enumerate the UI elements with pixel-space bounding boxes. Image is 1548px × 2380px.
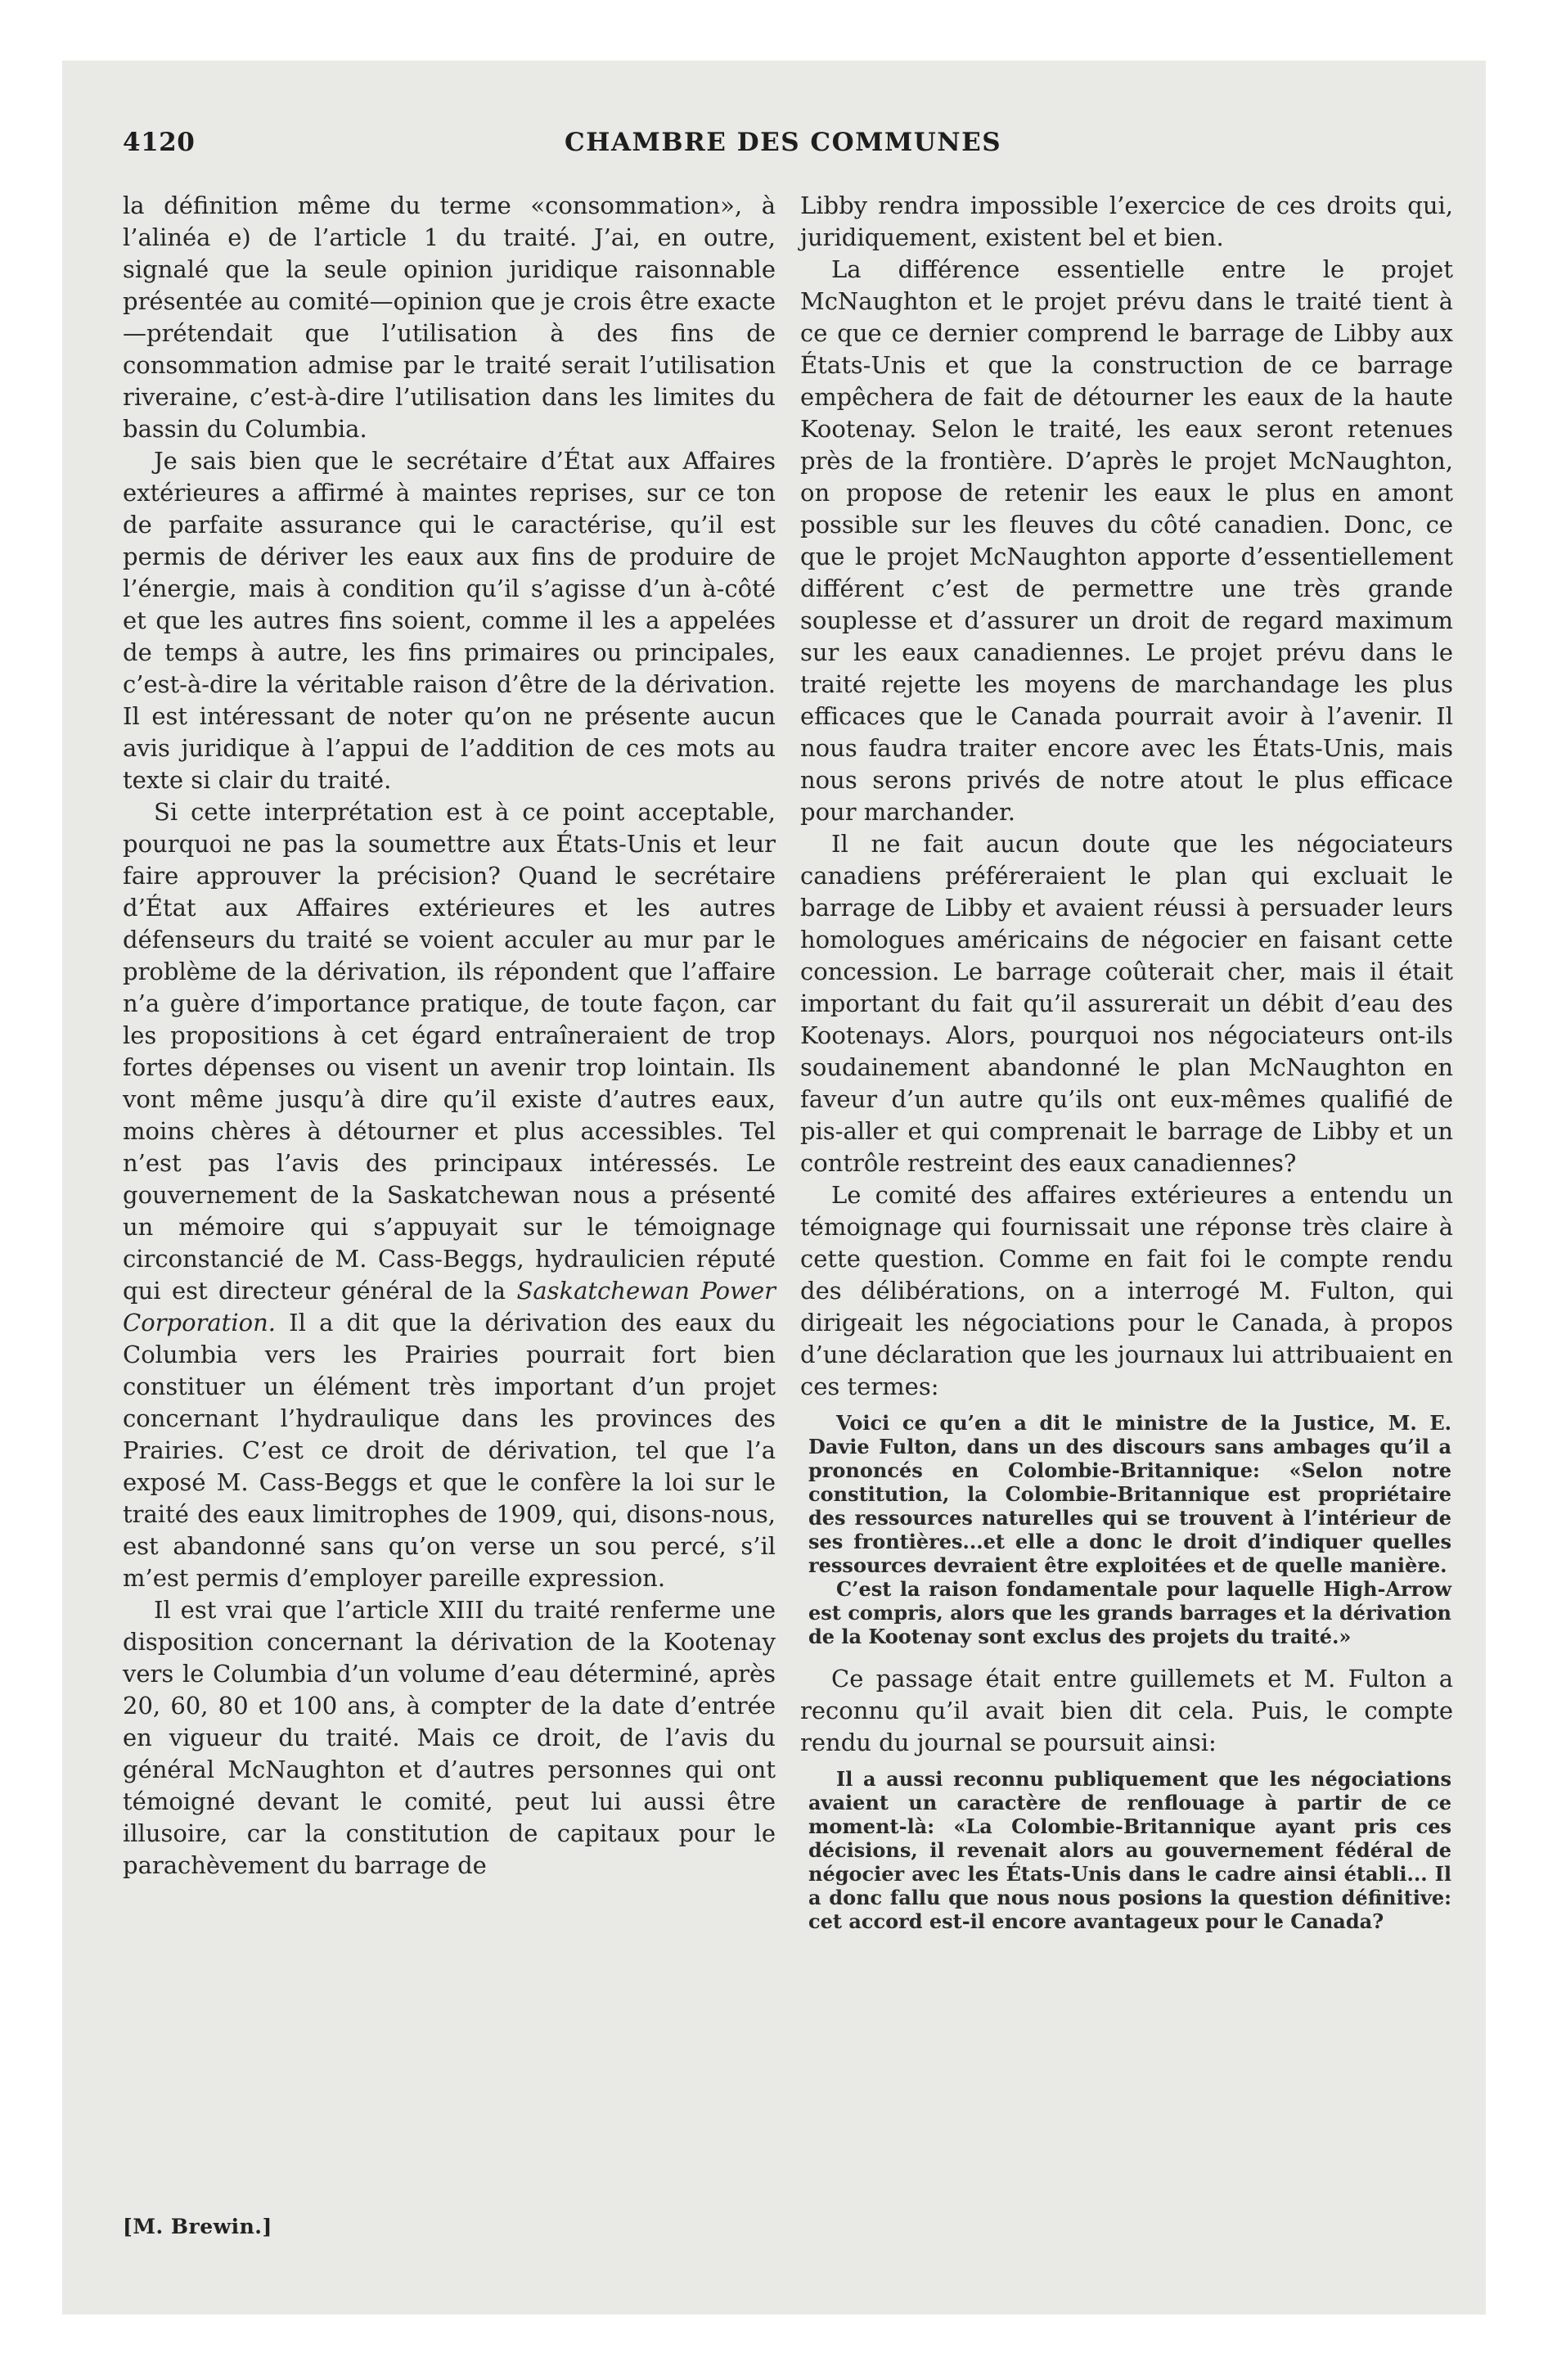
quote-paragraph: Voici ce qu’en a dit le ministre de la Justice, M. E. Davie Fulton, dans un des discours sans ambages qu’il a prononcés en Colombie-Britannique: «Selon notre constitution, la Colombie-Britannique est propriétaire des ressources naturelles qui se trouvent à l’intérieur de ses frontières...et elle a donc le droit d’indiquer quelles ressources devraient être exploitées et de quelle manière.	[808, 1411, 1451, 1577]
paragraph: Il est vrai que l’article XIII du traité renferme une disposition concernant la dérivation de la Kootenay vers le Columbia d’un volume d’eau déterminé, après 20, 60, 80 et 100 ans, à compter de la date d’entrée en vigueur du traité. Mais ce droit, de l’avis du général McNaughton et d’autres personnes qui ont témoigné devant le comité, peut lui aussi être illusoire, car la constitution de capitaux pour le parachèvement du barrage de	[123, 1596, 776, 1879]
left-column	[123, 190, 776, 1882]
right-column	[800, 190, 1453, 1948]
running-title: CHAMBRE DES COMMUNES	[565, 128, 1002, 157]
block-quote	[800, 1411, 1453, 1648]
paragraph-text: Il a dit que la dérivation des eaux du Columbia vers les Prairies pourrait fort bien constituer un élément très important d’un projet concernant l’hydraulique dans les provinces des Prairies. C’est ce droit de dérivation, tel que l’a exposé M. Cass-Beggs et que le confère la loi sur le traité des eaux limitrophes de 1909, qui, disons-nous, est abandonné sans qu’on verse un sou percé, s’il m’est permis d’employer pareille expression.	[123, 1309, 776, 1592]
page-header	[123, 128, 1432, 167]
paragraph: la définition même du terme «consommation», à l’alinéa e) de l’article 1 du traité. J’ai, en outre, signalé que la seule opinion juridique raisonnable présentée au comité—opinion que je crois être exacte—prétendait que l’utilisation à des fins de consommation admise par le traité serait l’utilisation riveraine, c’est-à-dire l’utilisation dans les limites du bassin du Columbia.	[123, 192, 776, 443]
paragraph: La différence essentielle entre le projet McNaughton et le projet prévu dans le traité tient à ce que ce dernier comprend le barrage de Libby aux États-Unis et que la construction de ce barrage empêchera de fait de détourner les eaux de la haute Kootenay. Selon le traité, les eaux seront retenues près de la frontière. D’après le projet McNaughton, on propose de retenir les eaux le plus en amont possible sur les fleuves du côté canadien. Donc, ce que le projet McNaughton apporte d’essentiellement différent c’est de permettre une très grande souplesse et d’assurer un droit de regard maximum sur les eaux canadiennes. Le projet prévu dans le traité rejette les moyens de marchandage les plus efficaces que le Canada pourrait avoir à l’avenir. Il nous faudra traiter encore avec les États-Unis, mais nous serons privés de notre atout le plus efficace pour marchander.	[800, 255, 1453, 826]
speaker-attribution: [M. Brewin.]	[123, 2215, 272, 2238]
paragraph: Le comité des affaires extérieures a entendu un témoignage qui fournissait une réponse très claire à cette question. Comme en fait foi le compte rendu des délibérations, on a interrogé M. Fulton, qui dirigeait les négociations pour le Canada, à propos d’une déclaration que les journaux lui attribuaient en ces termes:	[800, 1181, 1453, 1400]
paragraph-text: Si cette interprétation est à ce point acceptable, pourquoi ne pas la soumettre aux États-Unis et leur faire approuver la précision? Quand le secrétaire d’État aux Affaires extérieures et les autres défenseurs du traité se voient acculer au mur par le problème de la dérivation, ils répondent que l’affaire n’a guère d’importance pratique, de toute façon, car les propositions à cet égard entraîneraient de trop fortes dépenses ou visent un avenir trop lointain. Ils vont même jusqu’à dire qu’il existe d’autres eaux, moins chères à détourner et plus accessibles. Tel n’est pas l’avis des principaux intéressés. Le gouvernement de la Saskatchewan nous a présenté un mémoire qui s’appuyait sur le témoignage circonstancié de M. Cass-Beggs, hydraulicien réputé qui est directeur général de la	[123, 798, 776, 1305]
corporation-name: Saskatchewan Power Corporation.	[123, 1277, 776, 1336]
paragraph: Je sais bien que le secrétaire d’État aux Affaires extérieures a affirmé à maintes reprises, sur ce ton de parfaite assurance qui le caractérise, qu’il est permis de dériver les eaux aux fins de produire de l’énergie, mais à condition qu’il s’agisse d’un à-côté et que les autres fins soient, comme il les a appelées de temps à autre, les fins primaires ou principales, c’est-à-dire la véritable raison d’être de la dérivation. Il est intéressant de noter qu’on ne présente aucun avis juridique à l’appui de l’addition de ces mots au texte si clair du traité.	[123, 447, 776, 794]
paragraph: Ce passage était entre guillemets et M. Fulton a reconnu qu’il avait bien dit cela. Puis, le compte rendu du journal se poursuit ainsi:	[800, 1665, 1453, 1756]
quote-paragraph: Il a aussi reconnu publiquement que les négociations avaient un caractère de renflouage à partir de ce moment-là: «La Colombie-Britannique ayant pris ces décisions, il revenait alors au gouvernement fédéral de négocier avec les États-Unis dans le cadre ainsi établi... Il a donc fallu que nous nous posions la question définitive: cet accord est-il encore avantageux pour le Canada?	[808, 1767, 1451, 1933]
quote-paragraph: C’est la raison fondamentale pour laquelle High-Arrow est compris, alors que les grands barrages et la dérivation de la Kootenay sont exclus des projets du traité.»	[808, 1577, 1451, 1648]
paragraph: Il ne fait aucun doute que les négociateurs canadiens préféreraient le plan qui excluait le barrage de Libby et avaient réussi à persuader leurs homologues américains de négocier en faisant cette concession. Le barrage coûterait cher, mais il était important du fait qu’il assurerait un débit d’eau des Kootenays. Alors, pourquoi nos négociateurs ont-ils soudainement abandonné le plan McNaughton en faveur d’un autre qu’ils ont eux-mêmes qualifié de pis-aller et qui comprenait le barrage de Libby et un contrôle restreint des eaux canadiennes?	[800, 830, 1453, 1177]
paragraph	[123, 796, 776, 1594]
paragraph: Libby rendra impossible l’exercice de ces droits qui, juridiquement, existent bel et bien.	[800, 192, 1453, 251]
block-quote	[800, 1767, 1453, 1933]
page-number: 4120	[123, 128, 196, 157]
